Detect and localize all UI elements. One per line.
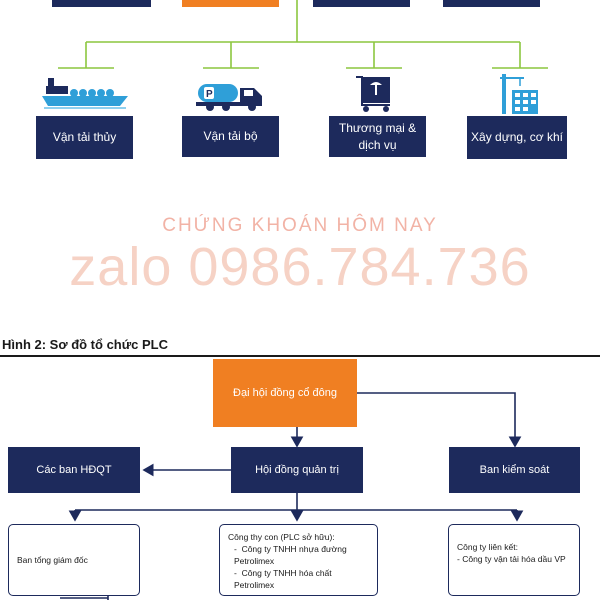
shareholders-box [213,359,357,427]
associate-item: - Công ty vận tải hóa dầu VP [457,554,566,564]
associates-box [448,524,580,596]
arrow-shareholders-supervisory [357,393,515,446]
watermark-line-2: zalo 0986.784.736 [69,237,531,297]
board-label: Hội đồng quản trị [255,464,339,476]
board-committees-box [8,447,140,493]
supervisory-box [449,447,580,493]
ceo-board-box [8,524,140,596]
ceo-board-label: Ban tổng giám đốc [17,555,88,565]
subsidiary-item: - Công ty TNHH hóa chất Petrolimex [234,568,332,590]
subsidiary-item-2: Công ty TNHH hóa chất Petrolimex [234,568,332,590]
subsidiaries-title: Công thy con (PLC sở hữu): [228,532,335,542]
shareholders-label: Đại hội đồng cổ đông [233,387,337,399]
svg-text:P: P [206,89,213,100]
supervisory-label: Ban kiểm soát [479,464,550,476]
subsidiary-item-1: Công ty TNHH nhựa đường Petrolimex [234,544,347,566]
figure-caption: Hình 2: Sơ đồ tổ chức PLC [2,337,168,352]
subsidiary-item: - Công ty TNHH nhựa đường Petrolimex [234,544,347,566]
watermark-line-1: CHỨNG KHOÁN HÔM NAY [162,215,438,236]
segment-label-trade: Thương mại & dịch vụ [338,120,417,152]
segment-label-construction: Xây dựng, cơ khí [471,130,563,144]
segment-label-road: Vận tải bộ [203,129,258,143]
subsidiaries-box [219,524,378,596]
segment-label-waterway: Vận tải thủy [52,130,117,144]
board-box [231,447,363,493]
associate-item-1: Công ty vận tải hóa dầu VP [462,554,566,564]
board-committees-label: Các ban HĐQT [36,464,112,476]
associates-title: Công ty liên kết: [457,542,518,552]
